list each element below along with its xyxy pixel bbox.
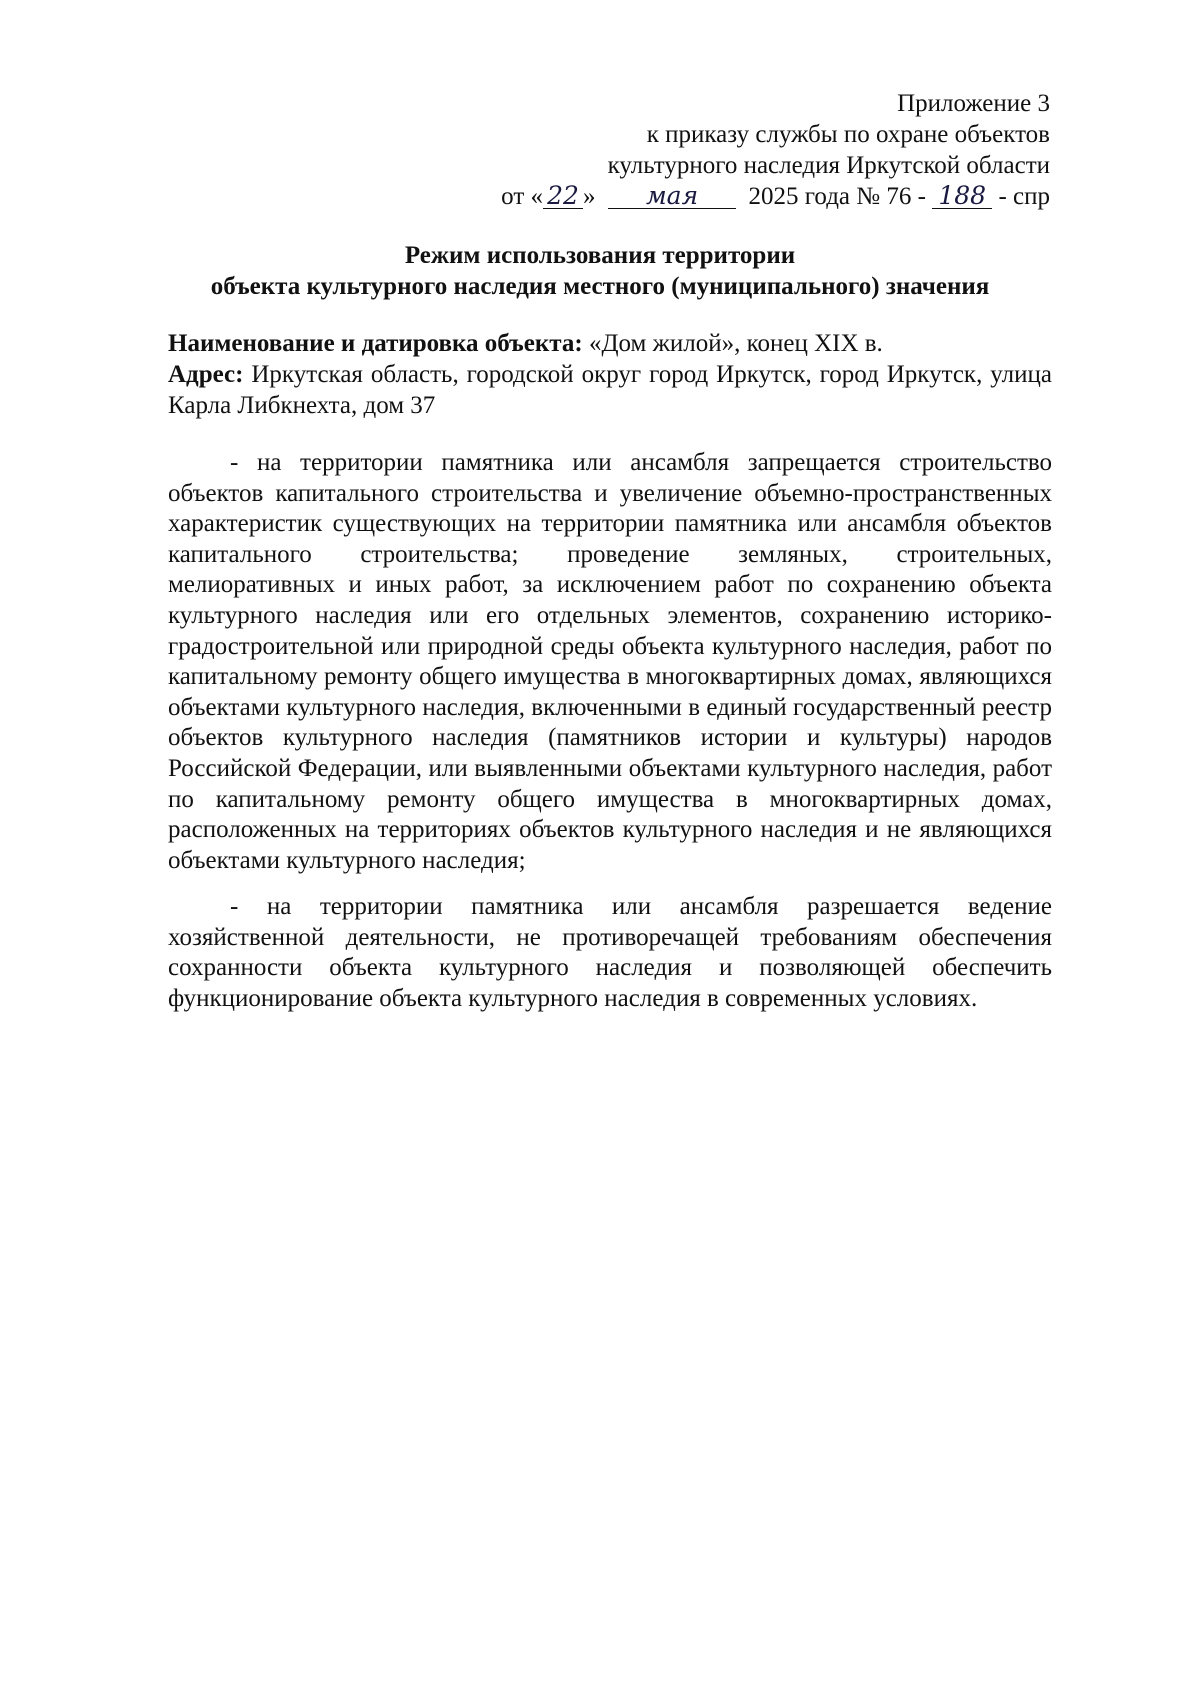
appendix-number: Приложение 3 (897, 90, 1050, 117)
object-name-label: Наименование и датировка объекта: (168, 330, 583, 357)
appendix-order-line: к приказу службы по охране объектов (646, 121, 1050, 148)
handwritten-month: мая (608, 184, 736, 209)
handwritten-number: 188 (932, 184, 992, 209)
document-title-line1: Режим использования территории (404, 242, 796, 269)
appendix-authority-line: культурного наследия Иркутской области (607, 152, 1050, 179)
permission-paragraph: - на территории памятника или ансамбля разрешается ведение хозяйственной деятельности, не противоречащей требованиям обеспечения сохранности объекта культурного наследия и позволяющей обеспечить функционирование объекта культурного наследия в современных условиях. (168, 893, 1052, 1012)
year-and-number: 2025 года № 76 - (748, 183, 926, 210)
date-day-suffix: » (583, 183, 596, 210)
address-label: Адрес: (168, 361, 244, 388)
document-title-line2: объекта культурного наследия местного (муниципального) значения (210, 273, 990, 300)
object-address (168, 359, 1052, 421)
date-prefix: от « (501, 183, 544, 210)
handwritten-day: 22 (543, 184, 583, 209)
object-name-value: «Дом жилой», конец XIX в. (582, 330, 883, 357)
address-value: Иркутская область, городской округ город Иркутск, город Иркутск, улица Карла Либкнехта, дом 37 (168, 361, 1052, 419)
restriction-paragraph: - на территории памятника или ансамбля запрещается строительство объектов капитального строительства и увеличение объемно-пространственных характеристик существующих на территории памятника или ансамбля объектов капитального строительства; проведение земляных, строительных, мелиоративных и иных работ, за исключением работ по сохранению объекта культурного наследия или его отдельных элементов, сохранению историко-градостроительной или природной среды объекта культурного наследия, работ по капитальному ремонту общего имущества в многоквартирных домах, являющихся объектами культурного наследия, включенными в единый государственный реестр объектов культурного наследия (памятников истории и культуры) народов Российской Федерации, или выявленными объектами культурного наследия, работ по капитальному ремонту общего имущества в многоквартирных домах, расположенных на территориях объектов культурного наследия и не являющихся объектами культурного наследия; (168, 449, 1052, 874)
object-name (168, 328, 1052, 359)
order-date-line (501, 181, 1050, 212)
number-suffix: - спр (998, 183, 1050, 210)
